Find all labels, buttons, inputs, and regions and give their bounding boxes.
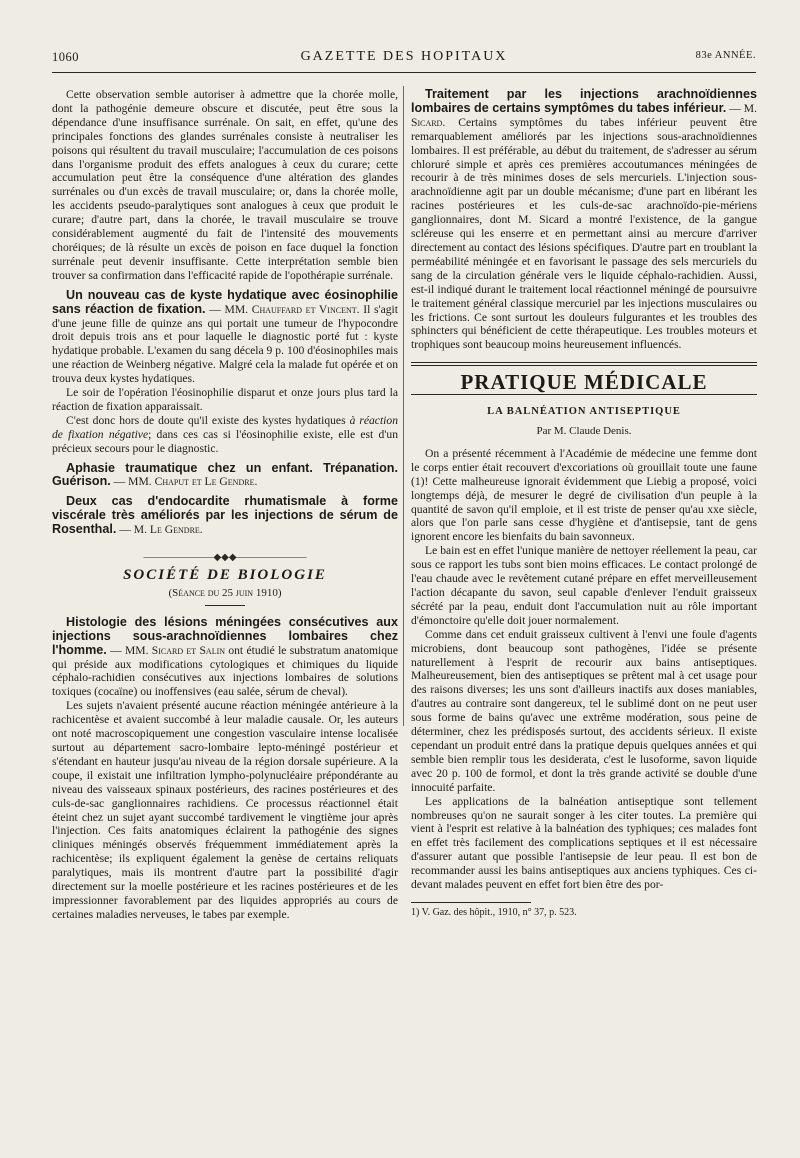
kyste-heading: Un nouveau cas de kyste hydatique avec éosinophilie sans réaction de fixation. bbox=[52, 287, 398, 316]
society-session: (Séance du 25 juin 1910) bbox=[168, 586, 282, 599]
endocardite-report bbox=[52, 495, 398, 537]
kyste-p3-end: ; dans ces cas si l'éosinophilie existe, elle est d'un précieux secours pour le diagnostic. bbox=[52, 427, 398, 455]
histology-heading: Histologie des lésions méningées consécutives aux injections sous-arachnoïdiennes lombaires chez l'homme. bbox=[52, 614, 398, 657]
footnote: 1) V. Gaz. des hôpit., 1910, n° 37, p. 523. bbox=[411, 906, 577, 918]
histology-paragraph-2: Les sujets n'avaient présenté aucune réaction méningée antérieure à la rachicentèse et avaient succombé à leur maladie causale. Or, les auteurs ont noté macroscopiquement une congestion vasculaire intense localisée surtout au département sacro-lombaire lepto-méningé postérieur et s'étendant en hauteur jusqu'au niveau de la région dorsale supérieure. A la coupe, il existait une infiltration lympho-polynucléaire prépondérante au niveau des vaisseaux spinaux postérieurs, des racines postérieures et des culs-de-sac ganglionnaires rachidiens. Ce processus réactionnel était éteint chez un sujet ayant succombé tardivement le vingtième jour après l'injection. Ces faits anatomiques éclairent la pathogénie des signes cliniques méningés observés fréquemment immédiatement après la rachicentèse; ils expliquent également la genèse de certains reliquats paralytiques, mais ils montrent d'autre part la possibilité d'agir directement sur la moelle postérieure et les racines postérieures et de les impressionner favorablement par des liquides appropriés au cours de certaines maladies nerveuses, le tabes par exemple. bbox=[52, 699, 398, 921]
article-byline: Par M. Claude Denis. bbox=[536, 425, 632, 438]
article-title: LA BALNÉATION ANTISEPTIQUE bbox=[487, 406, 681, 418]
journal-title: GAZETTE DES HOPITAUX bbox=[300, 49, 508, 64]
kyste-authors: — MM. Chauffard et Vincent. bbox=[205, 302, 360, 316]
endocardite-heading: Deux cas d'endocardite rhumatismale à forme viscérale très améliorés par les injections de sérum de Rosenthal. bbox=[52, 494, 398, 537]
histology-authors: — MM. Sicard et Salin bbox=[106, 643, 226, 657]
aphasie-heading: Aphasie traumatique chez un enfant. Trépanation. Guérison. bbox=[52, 460, 398, 489]
column-divider bbox=[403, 86, 404, 726]
right-column bbox=[411, 88, 757, 919]
traitement-body: Certains symptômes du tabes inférieur peuvent être remarquablement améliorés par les injections sous-arachnoïdiennes lombaires. Il est préférable, au début du traitement, de s'adresser au sérum chloruré simple et après ces premières accoutumances méningées de recourir à de très minimes doses de sels mercuriels. L'injection sous-arachnoïdienne agit par un double mécanisme; d'une part en libérant les racines postérieures et les culs-de-sac arachnoïdo-pie-mériens ganglionnaires, dont M. Sicard a montré l'existence, de la gangue scléreuse qui les enserre et en permettant ainsi au mercure d'arriver directement au contact des lésions spécifiques. D'autre part en troublant la perméabilité méningée et en favorisant le passage des sels mercuriels du sang de la circulation générale vers le liquide céphalo-rachidien. Aussi, est-il indiqué durant le traitement local réactionnel méningé de poursuivre le traitement général classique mercuriel par les injections musculaires ou les frictions. Ce sont surtout les douleurs fulgurantes et les troubles des sphincters qui bénéficient de cette thérapeutique. Les troubles moteurs et trophiques sont beaucoup moins heureusement influencés. bbox=[411, 115, 757, 352]
kyste-body: Il s'agit d'une jeune fille de quinze ans qui portait une tumeur de l'hypocondre droit depuis trois ans et pour laquelle le diagnostic porté fut : kyste hydatique probable. L'examen du sang décela 9 p. 100 d'éosinophiles mais une réaction de Weinberg négative. Malgré cela la malade fut opérée et on trouva deux kystes hydatiques. bbox=[52, 302, 398, 386]
footnote-rule bbox=[411, 902, 531, 903]
histology-report bbox=[52, 616, 398, 699]
header-rule bbox=[52, 72, 756, 73]
article-paragraph-2: Le bain est en effet l'unique manière de nettoyer réellement la peau, car sous ce rapport les tubs sont bien moins efficaces. Le contact prolongé de l'eau chaude avec le revêtement cutané prépare en effet merveilleusement l'action décapante du savon, seul capable d'enlever l'enduit graisseux sécrété par la peau, enduit dont l'accumulation nuit au rôle important d'émonctoire qu'elle doit jouer normalement. bbox=[411, 544, 757, 627]
kyste-paragraph-2: Le soir de l'opération l'éosinophilie disparut et onze jours plus tard la réaction de fixation apparaissait. bbox=[52, 386, 398, 413]
page-number: 1060 bbox=[52, 50, 79, 64]
year-label: 83e ANNÉE. bbox=[695, 50, 756, 61]
article-paragraph-1: On a présenté récemment à l'Académie de médecine une femme dont le corps entier était recouvert d'excoriations où grouillait toute une faune (1)! Cette malheureuse ignorait évidemment que Liebig a proposé, voici longtemps déjà, de mesurer le degré de civilisation d'un peuple à la quantité de savon qu'il emploie, et il est triste de penser qu'au xxe siècle, alors que l'on parle sans cesse d'hygiène et d'antisepsie, tant de gens ignorent encore les bienfaits du bain savonneux. bbox=[411, 446, 757, 544]
section-title: PRATIQUE MÉDICALE bbox=[460, 370, 708, 395]
kyste-p3-italic: à réaction de fixation négative bbox=[52, 413, 398, 441]
kyste-p3-start: C'est donc hors de doute qu'il existe des kystes hydatiques bbox=[66, 413, 350, 427]
traitement-heading: Traitement par les injections arachnoïdiennes lombaires de certains symptômes du tabes inférieur. bbox=[411, 87, 757, 115]
short-rule bbox=[205, 605, 245, 606]
kyste-paragraph-3 bbox=[52, 414, 398, 456]
aphasie-authors: — MM. Chaput et Le Gendre. bbox=[110, 475, 258, 489]
section-rule bbox=[411, 394, 757, 395]
aphasie-report bbox=[52, 462, 398, 490]
chorea-paragraph: Cette observation semble autoriser à admettre que la chorée molle, dont la pathogénie demeure obscure et discutée, peut être sous la dépendance d'une insuffisance surrénale. On sait, en effet, qu'une des principales fonctions des glandes surrénales consiste à neutraliser les poisons qui résultent du travail musculaire; l'accumulation de ces poisons dans l'organisme produit des effets analogues à ceux du curare; cette accumulation peut être la conséquence d'une altération des glandes surrénales ou d'un excès de travail musculaire; or, dans la chorée molle, les accidents pseudo-paralytiques sont analogues à ceux que produit le curare; d'autre part, dans la chorée, le travail musculaire se trouve considérablement augmenté du fait de l'intensité des mouvements choréiques; de là résulte un excès de poison en face duquel la fonction surrénale peut devenir insuffisante. Cette interprétation semble bien trouver sa confirmation dans l'efficacité rapide de l'opothérapie surrénale. bbox=[52, 88, 398, 282]
article-paragraph-3: Comme dans cet enduit graisseux cultivent à l'envi une foule d'agents microbiens, dont beaucoup sont pathogènes, l'idée se présente naturellement à l'esprit de recourir aux bains antiseptiques. Malheureusement, bien des antiseptiques se prêtent mal à cet usage pour des raisons diverses; les uns sont d'ailleurs inactifs aux doses maniables, d'autres au contraire sont dangereux, tel le sublimé dont on ne peut user sous forme de bains qu'avec une extrême modération, sous peine de déterminer, chez les prédisposés surtout, des accidents sérieux. Il existe cependant un produit entré dans la pratique depuis quelques années et qui semble bien remplir tous les desiderata, c'est le lusoforme, savon liquide avec 20 p. 100 de formol, et dont la très grande activité se double d'une innocuité parfaite. bbox=[411, 627, 757, 794]
section-double-rule bbox=[411, 362, 757, 366]
traitement-report bbox=[411, 88, 757, 352]
ornament-divider: ———————◆◆◆——————— bbox=[143, 552, 307, 564]
histology-body: ont étudié le substratum anatomique qui préside aux modifications cytologiques et chimiques du liquide céphalo-rachidien consécutives aux injections lombaires de solutions toxiques (cocaïne) ou inoffensives (eau salée, sérum de cheval). bbox=[52, 643, 398, 699]
article-paragraph-4: Les applications de la balnéation antiseptique sont tellement nombreuses qu'on ne saurait songer à les citer toutes. La première qui vient à l'esprit est relative à la balnéation des typhiques; ces malades font en effet très facilement des complications septiques et il est nécessaire d'assurer autant que possible l'antisepsie de leur peau. Il est bon de recommander aussi les bains antiseptiques aux anciens typhiques. Ces ci-devant malades peuvent en effet fort bien être des por- bbox=[411, 794, 757, 892]
endocardite-authors: — M. Le Gendre. bbox=[116, 523, 203, 537]
running-header bbox=[52, 50, 756, 72]
kyste-report bbox=[52, 289, 398, 386]
traitement-authors: — M. Sicard. bbox=[411, 101, 757, 129]
society-title: SOCIÉTÉ DE BIOLOGIE bbox=[123, 567, 327, 583]
left-column bbox=[52, 88, 398, 922]
